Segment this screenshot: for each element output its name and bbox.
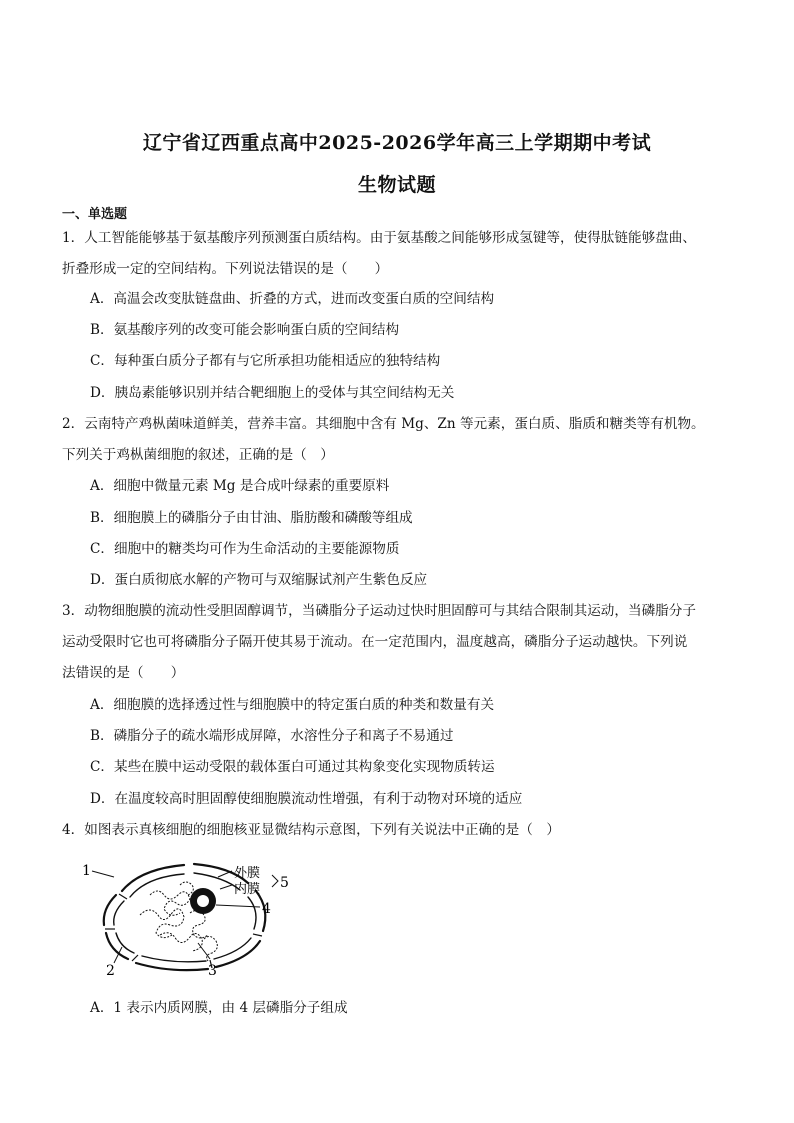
question-1-line-2: 折叠形成一定的空间结构。下列说法错误的是（ ） (62, 261, 389, 277)
question-3-line-3: 法错误的是（ ） (62, 665, 185, 681)
question-1-line-1: 1．人工智能能够基于氨基酸序列预测蛋白质结构。由于氨基酸之间能够形成氢键等，使得肽链能够盘曲、 (62, 230, 696, 246)
question-2-line-1: 2．云南特产鸡枞菌味道鲜美，营养丰富。其细胞中含有 Mg、Zn 等元素，蛋白质、脂质和糖类等有机物。 (62, 416, 705, 432)
diagram-label-1: 1 (82, 863, 91, 879)
diagram-label-inner-membrane: 内膜 (234, 882, 261, 897)
question-3-line-1: 3．动物细胞膜的流动性受胆固醇调节，当磷脂分子运动过快时胆固醇可与其结合限制其运动，当磷脂分子 (62, 603, 696, 619)
question-1-option-c: C．每种蛋白质分子都有与它所承担功能相适应的独特结构 (90, 353, 441, 369)
question-2-option-d: D．蛋白质彻底水解的产物可与双缩脲试剂产生紫色反应 (90, 572, 428, 588)
question-1-option-d: D．胰岛素能够识别并结合靶细胞上的受体与其空间结构无关 (90, 385, 455, 401)
diagram-label-2: 2 (106, 963, 115, 979)
question-3-option-d: D．在温度较高时胆固醇使细胞膜流动性增强，有利于动物对环境的适应 (90, 791, 523, 807)
question-4-line-1: 4．如图表示真核细胞的细胞核亚显微结构示意图，下列有关说法中正确的是（ ） (62, 822, 561, 838)
question-2-option-b: B．细胞膜上的磷脂分子由甘油、脂肪酸和磷酸等组成 (90, 510, 413, 526)
question-2-option-a: A．细胞中微量元素 Mg 是合成叶绿素的重要原料 (90, 478, 390, 494)
question-4-option-a: A．1 表示内质网膜，由 4 层磷脂分子组成 (90, 1000, 348, 1016)
diagram-label-5: 5 (280, 875, 289, 891)
diagram-label-4: 4 (262, 901, 271, 917)
nucleus-diagram (80, 855, 320, 980)
section-heading: 一、单选题 (62, 207, 128, 222)
page-subtitle: 生物试题 (357, 174, 436, 196)
question-3-option-b: B．磷脂分子的疏水端形成屏障，水溶性分子和离子不易通过 (90, 728, 454, 744)
question-3-option-c: C．某些在膜中运动受限的载体蛋白可通过其构象变化实现物质转运 (90, 759, 495, 775)
question-3-option-a: A．细胞膜的选择透过性与细胞膜中的特定蛋白质的种类和数量有关 (90, 697, 495, 713)
question-3-line-2: 运动受限时它也可将磷脂分子隔开使其易于流动。在一定范围内，温度越高，磷脂分子运动越快。下列说 (62, 634, 688, 650)
diagram-label-outer-membrane: 外膜 (234, 866, 261, 881)
question-2-line-2: 下列关于鸡枞菌细胞的叙述，正确的是（ ） (62, 447, 334, 463)
question-1-option-b: B．氨基酸序列的改变可能会影响蛋白质的空间结构 (90, 322, 400, 338)
question-2-option-c: C．细胞中的糖类均可作为生命活动的主要能源物质 (90, 541, 400, 557)
question-1-option-a: A．高温会改变肽链盘曲、折叠的方式，进而改变蛋白质的空间结构 (90, 291, 495, 307)
diagram-label-3: 3 (208, 963, 217, 979)
page-title: 辽宁省辽西重点高中2025-2026学年高三上学期期中考试 (142, 132, 652, 154)
